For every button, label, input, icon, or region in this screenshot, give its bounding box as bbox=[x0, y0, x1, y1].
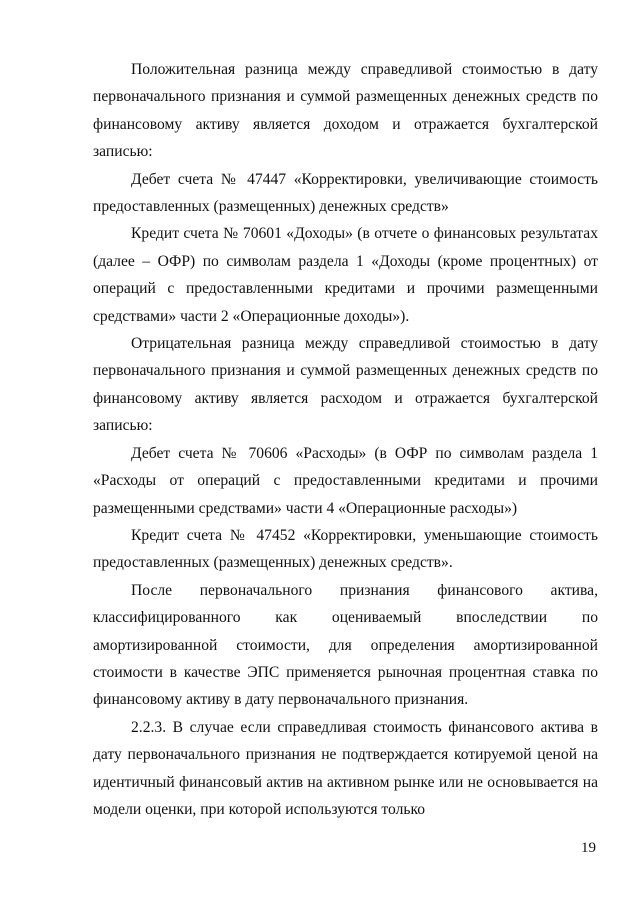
paragraph-after-initial-recognition: После первоначального признания финансового актива, классифицированного как оцениваемый впоследствии по амортизированной стоимости, для определения амортизированной стоимости в качестве ЭПС применяется рыночная процентная ставка по финансовому активу в дату первоначального признания. bbox=[93, 581, 598, 709]
paragraph-debit-70606: Дебет счета № 70606 «Расходы» (в ОФР по символам раздела 1 «Расходы от операций с предоставленными кредитами и прочими размещенными средствами» части 4 «Операционные расходы») bbox=[93, 444, 598, 517]
paragraph-section-2-2-3: 2.2.3. В случае если справедливая стоимость финансового актива в дату первоначального признания не подтверждается котируемой ценой на идентичный финансовый актив на активном рынке или не основывается на модели оценки, при которой используются только bbox=[93, 718, 598, 818]
paragraph-negative-difference: Отрицательная разница между справедливой стоимостью в дату первоначального признания и суммой размещенных денежных средств по финансовому активу является расходом и отражается бухгалтерской записью: bbox=[93, 335, 598, 435]
document-page bbox=[93, 56, 598, 823]
page-number: 19 bbox=[581, 840, 596, 856]
paragraph-debit-47447: Дебет счета № 47447 «Корректировки, увеличивающие стоимость предоставленных (размещенных) денежных средств» bbox=[93, 170, 598, 216]
paragraph-credit-70601: Кредит счета № 70601 «Доходы» (в отчете о финансовых результатах (далее – ОФР) по символам раздела 1 «Доходы (кроме процентных) от операций с предоставленными кредитами и прочими размещенными средствами» части 2 «Операционные доходы»). bbox=[93, 225, 598, 325]
paragraph-positive-difference: Положительная разница между справедливой стоимостью в дату первоначального признания и суммой размещенных денежных средств по финансовому активу является доходом и отражается бухгалтерской записью: bbox=[93, 61, 598, 161]
paragraph-credit-47452: Кредит счета № 47452 «Корректировки, уменьшающие стоимость предоставленных (размещенных) денежных средств». bbox=[93, 526, 598, 572]
